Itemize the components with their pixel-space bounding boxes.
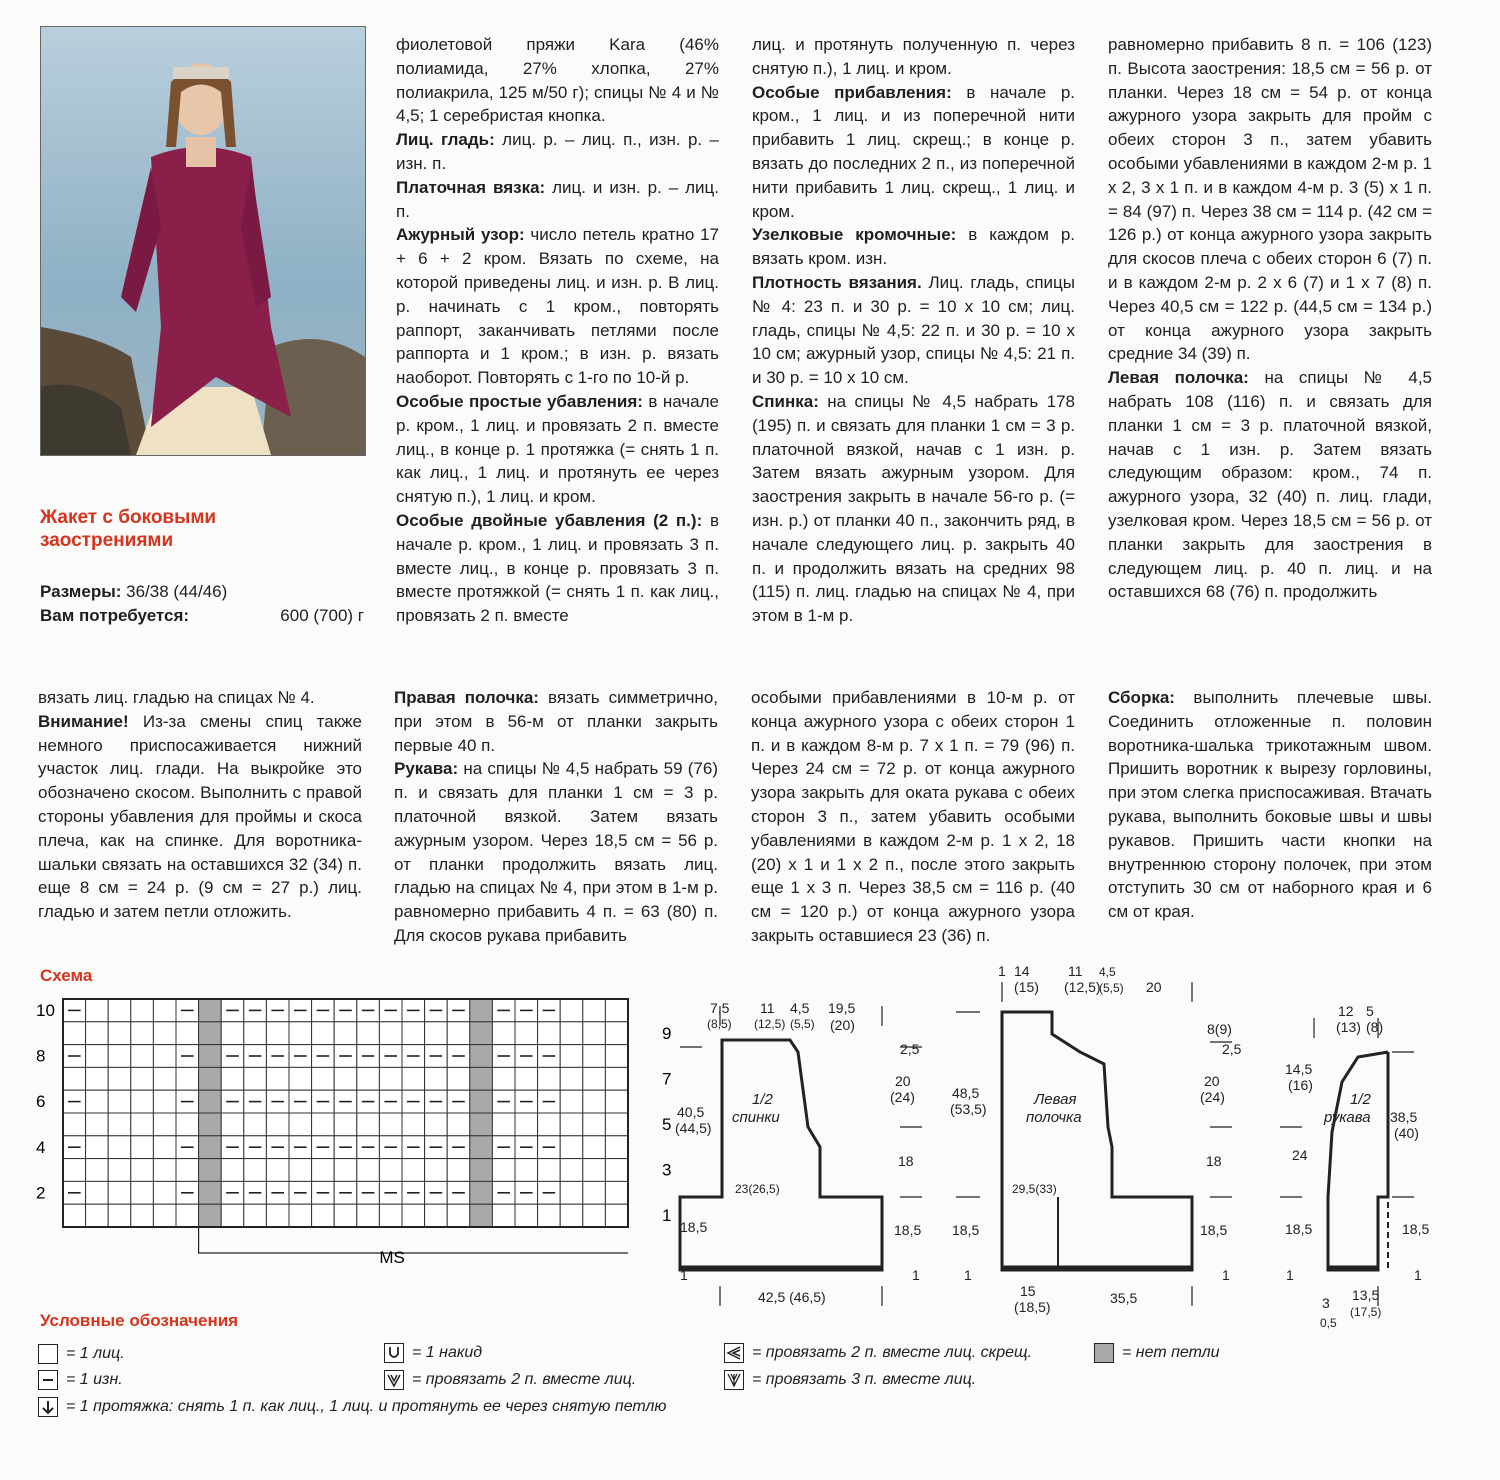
sleeve-right: 18,5 bbox=[1402, 1221, 1430, 1237]
paragraph bbox=[396, 128, 719, 176]
paragraph-text: на спицы № 4,5 набрать 178 (195) п. и связать для планки 1 см = 3 р. платочной вязкой, начав с 1 изн. р. Затем вязать ажурным узором. Для заострения закрыть в начале 56-го р. (= изн. р.) от планки 40 п., закончить ряд, в начале следующего лиц. р. закрыть 40 п. и продолжить вязать на средних 98 (115) п. лиц. гладью на спицах № 4, при этом в 1-м р. bbox=[752, 391, 1075, 626]
need-value: 600 (700) г bbox=[280, 606, 364, 625]
sleeve-left-1: 14,5 bbox=[1285, 1061, 1313, 1077]
front-one-right: 1 bbox=[1222, 1267, 1230, 1283]
back-top-1: 7,5 bbox=[710, 1000, 730, 1016]
empty-square-icon bbox=[38, 1344, 58, 1364]
front-top-1: 1 bbox=[998, 963, 1006, 979]
chart-row-label-left: 10 bbox=[36, 1001, 55, 1020]
text-column-2-top bbox=[396, 33, 719, 628]
chart-row-label-right: 7 bbox=[662, 1069, 672, 1089]
paragraph-text: лиц. и протянуть полученную п. через снятую п.), 1 лиц. и кром. bbox=[752, 35, 1075, 78]
sleeve-bottom-4: 0,5 bbox=[1320, 1316, 1337, 1330]
sleeve-label-2: рукава bbox=[1324, 1109, 1371, 1126]
paragraph-lead: Спинка: bbox=[752, 391, 819, 411]
legend-item-k2tog-tbl bbox=[724, 1343, 1032, 1363]
legend-text: = провязать 2 п. вместе лиц. bbox=[412, 1371, 637, 1388]
k2tog-twisted-square-icon bbox=[724, 1343, 744, 1363]
front-right-2: 2,5 bbox=[1222, 1041, 1242, 1057]
paragraph-text: Лиц. гладь, спицы № 4: 23 п. и 30 р. = 10 х 10 см; лиц. гладь, спицы № 4,5: 22 п. и 30 р. = 10 х 10 см; ажурный узор, спицы № 4,5: 21 п. и 30 р. = 10 х 10 см. bbox=[752, 272, 1075, 388]
gray-square-icon bbox=[1094, 1343, 1114, 1363]
front-right-1: 8(9) bbox=[1207, 1021, 1232, 1037]
paragraph bbox=[394, 757, 718, 947]
paragraph bbox=[396, 223, 719, 390]
text-column-3-bottom bbox=[751, 686, 1075, 948]
front-width-arrow: 29,5(33) bbox=[1012, 1182, 1057, 1196]
back-label-1: 1/2 bbox=[752, 1091, 773, 1108]
sleeve-height-2: (40) bbox=[1394, 1125, 1419, 1141]
sleeve-one-right: 1 bbox=[1414, 1267, 1422, 1283]
back-right-2: 20 bbox=[895, 1073, 911, 1089]
back-right-3: (24) bbox=[890, 1089, 915, 1105]
paragraph-lead: Платочная вязка: bbox=[396, 177, 546, 197]
need-label: Вам потребуется: bbox=[40, 606, 190, 625]
front-bottom-1: 15 bbox=[1020, 1283, 1036, 1299]
chart-row-label-right: 9 bbox=[662, 1023, 672, 1043]
text-column-3-top bbox=[752, 33, 1075, 628]
back-height-1: 40,5 bbox=[677, 1104, 705, 1120]
paragraph-text: число петель кратно 17 + 6 + 2 кром. Вязать по схеме, на которой приведены лиц. и изн. р. В лиц. р. начинать с 1 кром., повторять раппорт, заканчивать петлями после раппорта и 1 кром.; в изн. р. вязать наоборот. Повторять с 1-го по 10-й р. bbox=[396, 225, 719, 388]
back-right-5: 18,5 bbox=[894, 1222, 922, 1238]
front-top-2: 14 bbox=[1014, 963, 1030, 979]
legend-title: Условные обозначения bbox=[40, 1311, 239, 1330]
legend-text: = провязать 2 п. вместе лиц. скрещ. bbox=[752, 1344, 1033, 1361]
legend-item-k3tog bbox=[724, 1370, 976, 1390]
front-top-6: 4,5 bbox=[1099, 965, 1116, 979]
paragraph-text: фиолетовой пряжи Kara (46% полиамида, 27% хлопка, 27% полиакрила, 125 м/50 г); спицы № 4 и № 4,5; 1 серебристая кнопка. bbox=[396, 35, 719, 126]
paragraph-lead: Особые двойные убавления (2 п.): bbox=[396, 510, 703, 530]
back-top-6: (5,5) bbox=[790, 1017, 815, 1031]
paragraph-lead: Плотность вязания. bbox=[752, 272, 922, 292]
paragraph-text: в начале р. кром., 1 лиц. и провязать 3 п. вместе лиц., в конце р. провязать 3 п. вместе протяжкой (= снять 1 п. как лиц., провязать 2 п. вместе bbox=[396, 510, 719, 626]
dash-square-icon bbox=[38, 1370, 58, 1390]
paragraph bbox=[394, 686, 718, 757]
front-label-2: полочка bbox=[1026, 1109, 1082, 1126]
model-photo bbox=[40, 26, 366, 456]
back-top-2: (8,5) bbox=[707, 1017, 732, 1031]
sizes-value: 36/38 (44/46) bbox=[121, 582, 228, 601]
paragraph-text: лиц. р. – лиц. п., изн. р. – изн. п. bbox=[396, 130, 719, 173]
front-top-3: (15) bbox=[1014, 979, 1039, 995]
chart-row-label-left: 2 bbox=[36, 1183, 46, 1203]
legend-text: = 1 изн. bbox=[66, 1371, 123, 1388]
paragraph-lead: Узелковые кромочные: bbox=[752, 225, 957, 245]
chart-row-label-right: 5 bbox=[662, 1115, 672, 1134]
legend-text: = 1 протяжка: снять 1 п. как лиц., 1 лиц. и протянуть ее через снятую петлю bbox=[66, 1398, 667, 1415]
paragraph bbox=[1108, 686, 1432, 924]
sizes-block bbox=[40, 580, 364, 628]
back-bottom: 42,5 (46,5) bbox=[758, 1289, 826, 1305]
front-bottom-2: (18,5) bbox=[1014, 1299, 1051, 1315]
legend-text: = 1 лиц. bbox=[66, 1345, 125, 1362]
chart-row-label-left: 4 bbox=[36, 1137, 46, 1157]
sleeve-bottom-3: (17,5) bbox=[1350, 1305, 1382, 1319]
paragraph bbox=[396, 176, 719, 224]
paragraph bbox=[752, 223, 1075, 271]
article-title: Жакет с боковыми заострениями bbox=[40, 507, 217, 551]
legend-text: = нет петли bbox=[1122, 1344, 1220, 1361]
paragraph bbox=[752, 390, 1075, 628]
front-top-4: 11 bbox=[1068, 963, 1083, 979]
back-top-8: (20) bbox=[830, 1017, 855, 1033]
legend-text: = 1 накид bbox=[412, 1344, 483, 1361]
paragraph-text: особыми прибавлениями в 10-м р. от конца ажурного узора с обеих сторон 1 п. и в каждом 8-м р. 7 х 1 п. = 79 (96) п. Через 24 см = 72 р. от конца ажурного узора закрыть для оката рукава с обеих сторон 3 п., затем убавить особыми убавлениями в каждом 2-м р. 1 х 2, 18 (20) х 1 и 1 х 2 п., после этого закрыть еще 1 х 3 п. Через 38,5 см = 116 р. (40 см = 120 р.) от конца ажурного узора закрыть оставшиеся 23 (36) п. bbox=[751, 688, 1075, 945]
front-right-5: 18 bbox=[1206, 1153, 1222, 1169]
front-top-7: (5,5) bbox=[1099, 981, 1124, 995]
legend-item-yo bbox=[384, 1343, 482, 1363]
paragraph bbox=[38, 686, 362, 710]
front-right-6: 18,5 bbox=[1200, 1222, 1228, 1238]
paragraph-text: на спицы № 4,5 набрать 59 (76) п. и связать для планки 1 см = 3 р. платочной вязкой. Затем вязать ажурным узором. Через 18,5 см = 56 р. от планки продолжить вязать лиц. гладью на спицах № 4, при этом в 1-м р. равномерно прибавить 4 п. = 63 (80) п. Для скосов рукава прибавить bbox=[394, 759, 718, 945]
chart-row-label-left: 6 bbox=[36, 1092, 46, 1112]
text-column-4-bottom bbox=[1108, 686, 1432, 924]
front-one-left: 1 bbox=[964, 1267, 972, 1283]
chart-row-label-right: 3 bbox=[662, 1160, 672, 1180]
legend-item-purl bbox=[38, 1370, 123, 1390]
arrow-down-square-icon bbox=[38, 1397, 58, 1417]
back-left-lower: 18,5 bbox=[680, 1219, 708, 1235]
paragraph-text: выполнить плечевые швы. Соединить отложенные п. половин воротника-шалька трикотажным швом. Пришить воротник к вырезу горловины, при этом слегка приспосаживая. Втачать рукава, выполнить боковые швы и швы рукавов. Пришить части кнопки на внутреннюю сторону полочек, при этом отступить 30 см от наборного края и 6 см от края. bbox=[1108, 688, 1432, 922]
front-top-5: (12,5) bbox=[1064, 979, 1101, 995]
front-height-1: 48,5 bbox=[952, 1085, 980, 1101]
paragraph bbox=[752, 33, 1075, 81]
sleeve-left-3: 24 bbox=[1292, 1147, 1308, 1163]
paragraph bbox=[752, 81, 1075, 224]
front-top-8: 20 bbox=[1146, 979, 1162, 995]
paragraph-lead: Сборка: bbox=[1108, 688, 1175, 707]
paragraph-lead: Рукава: bbox=[394, 759, 459, 779]
paragraph-text: на спицы № 4,5 набрать 108 (116) п. и связать для планки 1 см = 3 р. платочной вязкой, начав с 1 изн. р. Затем вязать следующим образом: кром., 74 п. ажурного узора, 32 (40) п. лиц. глади, узелковая кром. Через 18,5 см = 56 р. от планки закрыть для заострения в следующем лиц. р. 40 п. лиц. и на оставшихся 68 (76) п. продолжить bbox=[1108, 368, 1432, 602]
back-one-right: 1 bbox=[912, 1267, 920, 1283]
front-left-lower: 18,5 bbox=[952, 1222, 980, 1238]
legend-text: = провязать 3 п. вместе лиц. bbox=[752, 1371, 977, 1388]
paragraph bbox=[751, 686, 1075, 948]
sleeve-top-4: (8) bbox=[1366, 1019, 1384, 1035]
yarn-over-square-icon bbox=[384, 1343, 404, 1363]
back-one-left: 1 bbox=[680, 1267, 688, 1283]
paragraph bbox=[752, 271, 1075, 390]
paragraph-lead: Правая полочка: bbox=[394, 688, 539, 707]
back-height-2: (44,5) bbox=[675, 1120, 712, 1136]
paragraph-lead: Особые простые убавления: bbox=[396, 391, 643, 411]
paragraph-text: равномерно прибавить 8 п. = 106 (123) п. Высота заострения: 18,5 см = 56 р. от планки. Через 18 см = 54 р. от конца ажурного узора закрыть для пройм с обеих сторон 3 п., затем убавить особыми убавлениями в каждом 2-м р. 1 х 2, 3 х 1 п. и в каждом 4-м р. 3 (5) х 1 п. = 84 (97) п. Через 38 см = 114 р. (42 см = 126 р.) от конца ажурного узора закрыть для скосов плеча с обеих сторон 6 (7) п. и в каждом 2-м р. 2 х 6 (7) и 1 х 7 (8) п. Через 40,5 см = 122 р. (44,5 см = 134 р.) от конца ажурного узора закрыть средние 34 (39) п. bbox=[1108, 35, 1432, 364]
sleeve-left-4: 18,5 bbox=[1285, 1221, 1313, 1237]
k3tog-square-icon bbox=[724, 1370, 744, 1390]
front-label-1: Левая bbox=[1034, 1091, 1077, 1108]
ms-label: MS bbox=[379, 1248, 405, 1267]
legend-item-ssk bbox=[38, 1397, 666, 1417]
sleeve-top-2: (13) bbox=[1336, 1019, 1361, 1035]
paragraph-text: в начале р. кром., 1 лиц. и из поперечной нити прибавить 1 лиц. скрещ.; в конце р. вязать до последних 2 п., из поперечной нити прибавить 1 лиц. скрещ., 1 лиц. и кром. bbox=[752, 82, 1075, 221]
stitch-chart bbox=[36, 996, 676, 1267]
chart-row-label-left: 8 bbox=[36, 1046, 46, 1066]
back-right-1: 2,5 bbox=[900, 1041, 920, 1057]
text-column-4-top bbox=[1108, 33, 1432, 604]
paragraph-text: в каждом р. вязать кром. изн. bbox=[752, 225, 1075, 269]
paragraph-text: лиц. и изн. р. – лиц. п. bbox=[396, 177, 719, 221]
legend-item-k2tog bbox=[384, 1370, 636, 1390]
front-bottom-3: 35,5 bbox=[1110, 1290, 1138, 1306]
front-right-4: (24) bbox=[1200, 1089, 1225, 1105]
sleeve-bottom-1: 3 bbox=[1322, 1295, 1330, 1311]
sizes-label: Размеры: bbox=[40, 582, 122, 601]
k2tog-square-icon bbox=[384, 1370, 404, 1390]
back-top-4: (12,5) bbox=[754, 1017, 786, 1031]
back-pattern bbox=[675, 1000, 921, 1305]
paragraph-text: вязать симметрично, при этом в 56-м от планки закрыть первые 40 п. bbox=[394, 688, 718, 755]
paragraph bbox=[396, 390, 719, 509]
sleeve-top-1: 12 bbox=[1338, 1003, 1354, 1019]
paragraph bbox=[1108, 366, 1432, 604]
paragraph-text: в начале р. кром., 1 лиц. и провязать 2 п. вместе лиц., в конце р. 1 протяжка (= снять 1 п. как лиц., 1 лиц. и протянуть ее через снятую п.), 1 лиц. и кром. bbox=[396, 391, 719, 507]
paragraph-lead: Лиц. гладь: bbox=[396, 130, 495, 150]
sleeve-label-1: 1/2 bbox=[1350, 1091, 1371, 1108]
schema-title: Схема bbox=[40, 966, 93, 985]
paragraph-lead: Левая полочка: bbox=[1108, 368, 1249, 388]
legend-item-knit bbox=[38, 1344, 125, 1364]
back-right-4: 18 bbox=[898, 1153, 914, 1169]
paragraph bbox=[396, 509, 719, 628]
back-top-3: 11 bbox=[760, 1000, 775, 1016]
front-right-3: 20 bbox=[1204, 1073, 1220, 1089]
back-label-2: спинки bbox=[732, 1109, 780, 1126]
pattern-diagrams bbox=[675, 962, 1460, 1337]
text-column-1-bottom bbox=[38, 686, 362, 924]
paragraph-text: Из-за смены спиц также немного приспосаживается нижний участок лиц. глади. На выкройке это обозначено скосом. Выполнить с правой стороны убавления для проймы и скоса плеча, как на спинке. Для воротника-шальки связать на оставшихся 32 (34) п. еще 8 см = 24 р. (9 см = 27 р.) лиц. гладью и затем петли отложить. bbox=[38, 711, 362, 922]
front-pattern bbox=[950, 963, 1242, 1315]
chart-row-label-right: 1 bbox=[662, 1206, 672, 1226]
front-height-2: (53,5) bbox=[950, 1101, 987, 1117]
paragraph-lead: Особые прибавления: bbox=[752, 82, 952, 102]
sleeve-top-3: 5 bbox=[1366, 1003, 1374, 1019]
paragraph-lead: Внимание! bbox=[38, 711, 129, 731]
back-width-arrow: 23(26,5) bbox=[735, 1182, 780, 1196]
paragraph-text: вязать лиц. гладью на спицах № 4. bbox=[38, 688, 315, 707]
back-top-7: 19,5 bbox=[828, 1000, 856, 1016]
paragraph bbox=[396, 33, 719, 128]
paragraph-lead: Ажурный узор: bbox=[396, 225, 525, 245]
sleeve-one-left: 1 bbox=[1286, 1267, 1294, 1283]
text-column-2-bottom bbox=[394, 686, 718, 948]
sleeve-height-1: 38,5 bbox=[1390, 1109, 1418, 1125]
back-top-5: 4,5 bbox=[790, 1000, 810, 1016]
paragraph bbox=[1108, 33, 1432, 366]
sleeve-left-2: (16) bbox=[1288, 1077, 1313, 1093]
paragraph bbox=[38, 710, 362, 924]
sleeve-bottom-2: 13,5 bbox=[1352, 1287, 1380, 1303]
legend-item-no-stitch bbox=[1094, 1343, 1220, 1363]
